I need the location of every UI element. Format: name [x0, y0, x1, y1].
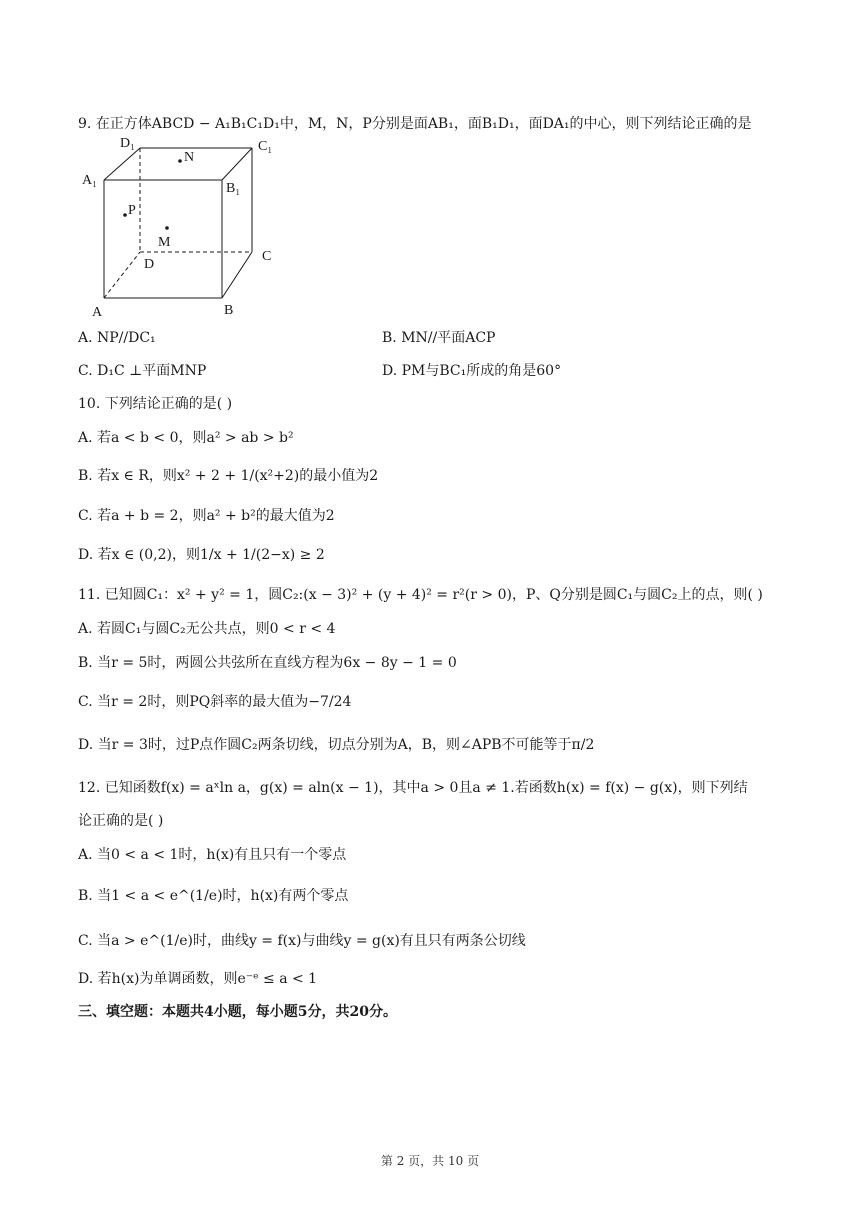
label-P: P: [128, 203, 136, 218]
q10-option-c: C. 若a + b = 2，则a² + b²的最大值为2: [78, 508, 335, 524]
q12-stem-line2: 论正确的是( ): [78, 813, 164, 829]
edge-A1D1: [104, 148, 140, 180]
q10-option-a: A. 若a < b < 0，则a² > ab > b²: [78, 430, 294, 446]
label-D: D: [144, 257, 155, 272]
label-C1: C₁: [258, 139, 273, 154]
q11-option-b: B. 当r = 5时，两圆公共弦所在直线方程为6x − 8y − 1 = 0: [78, 655, 457, 671]
q10-option-b: B. 若x ∈ R，则x² + 2 + 1/(x²+2)的最小值为2: [78, 468, 379, 484]
point-M: [165, 226, 169, 230]
q10-option-d: D. 若x ∈ (0,2)，则1/x + 1/(2−x) ≥ 2: [78, 547, 325, 563]
q12-option-d: D. 若h(x)为单调函数，则e⁻ᵉ ≤ a < 1: [78, 971, 318, 987]
label-B: B: [224, 303, 234, 318]
q11-option-c: C. 当r = 2时，则PQ斜率的最大值为−7/24: [78, 694, 352, 710]
edge-AD: [104, 252, 140, 298]
q9-stem: 9. 在正方体ABCD − A₁B₁C₁D₁中，M，N，P分别是面AB₁，面B₁D₁，面DA₁的中心，则下列结论正确的是: [78, 116, 752, 132]
point-N: [178, 159, 182, 163]
q12-option-b: B. 当1 < a < e^(1/e)时，h(x)有两个零点: [78, 888, 349, 904]
q11-option-a: A. 若圆C₁与圆C₂无公共点，则0 < r < 4: [78, 621, 336, 637]
q12-stem-line1: 12. 已知函数f(x) = aˣln a，g(x) = aln(x − 1)，其中a > 0且a ≠ 1.若函数h(x) = f(x) − g(x)，则下列结: [78, 780, 748, 796]
q9-option-a: A. NP//DC₁: [78, 330, 156, 346]
q11-option-d: D. 当r = 3时，过P点作圆C₂两条切线，切点分别为A，B，则∠APB不可能等于π/2: [78, 737, 595, 753]
edge-B1C1: [222, 148, 252, 180]
q11-stem: 11. 已知圆C₁：x² + y² = 1，圆C₂:(x − 3)² + (y + 4)² = r²(r > 0)，P、Q分别是圆C₁与圆C₂上的点，则( ): [78, 587, 763, 603]
label-N: N: [184, 150, 195, 165]
q12-option-c: C. 当a > e^(1/e)时，曲线y = f(x)与曲线y = g(x)有且只有两条公切线: [78, 933, 526, 949]
page-footer: 第 2 页，共 10 页: [380, 1154, 480, 1168]
label-M: M: [158, 235, 171, 250]
label-A1: A₁: [82, 173, 97, 188]
q10-stem: 10. 下列结论正确的是( ): [78, 396, 233, 412]
label-A: A: [92, 305, 103, 320]
section3-heading: 三、填空题：本题共4小题，每小题5分，共20分。: [78, 1004, 397, 1020]
cube-figure: [78, 134, 288, 324]
q9-option-d: D. PM与BC₁所成的角是60°: [382, 363, 562, 379]
label-D1: D₁: [120, 136, 135, 151]
q9-option-c: C. D₁C ⊥平面MNP: [78, 363, 207, 379]
q9-option-b: B. MN//平面ACP: [382, 330, 496, 346]
point-P: [123, 213, 127, 217]
edge-BC: [222, 252, 252, 298]
q12-option-a: A. 当0 < a < 1时，h(x)有且只有一个零点: [78, 847, 347, 863]
label-B1: B₁: [226, 181, 241, 196]
label-C: C: [262, 249, 272, 264]
